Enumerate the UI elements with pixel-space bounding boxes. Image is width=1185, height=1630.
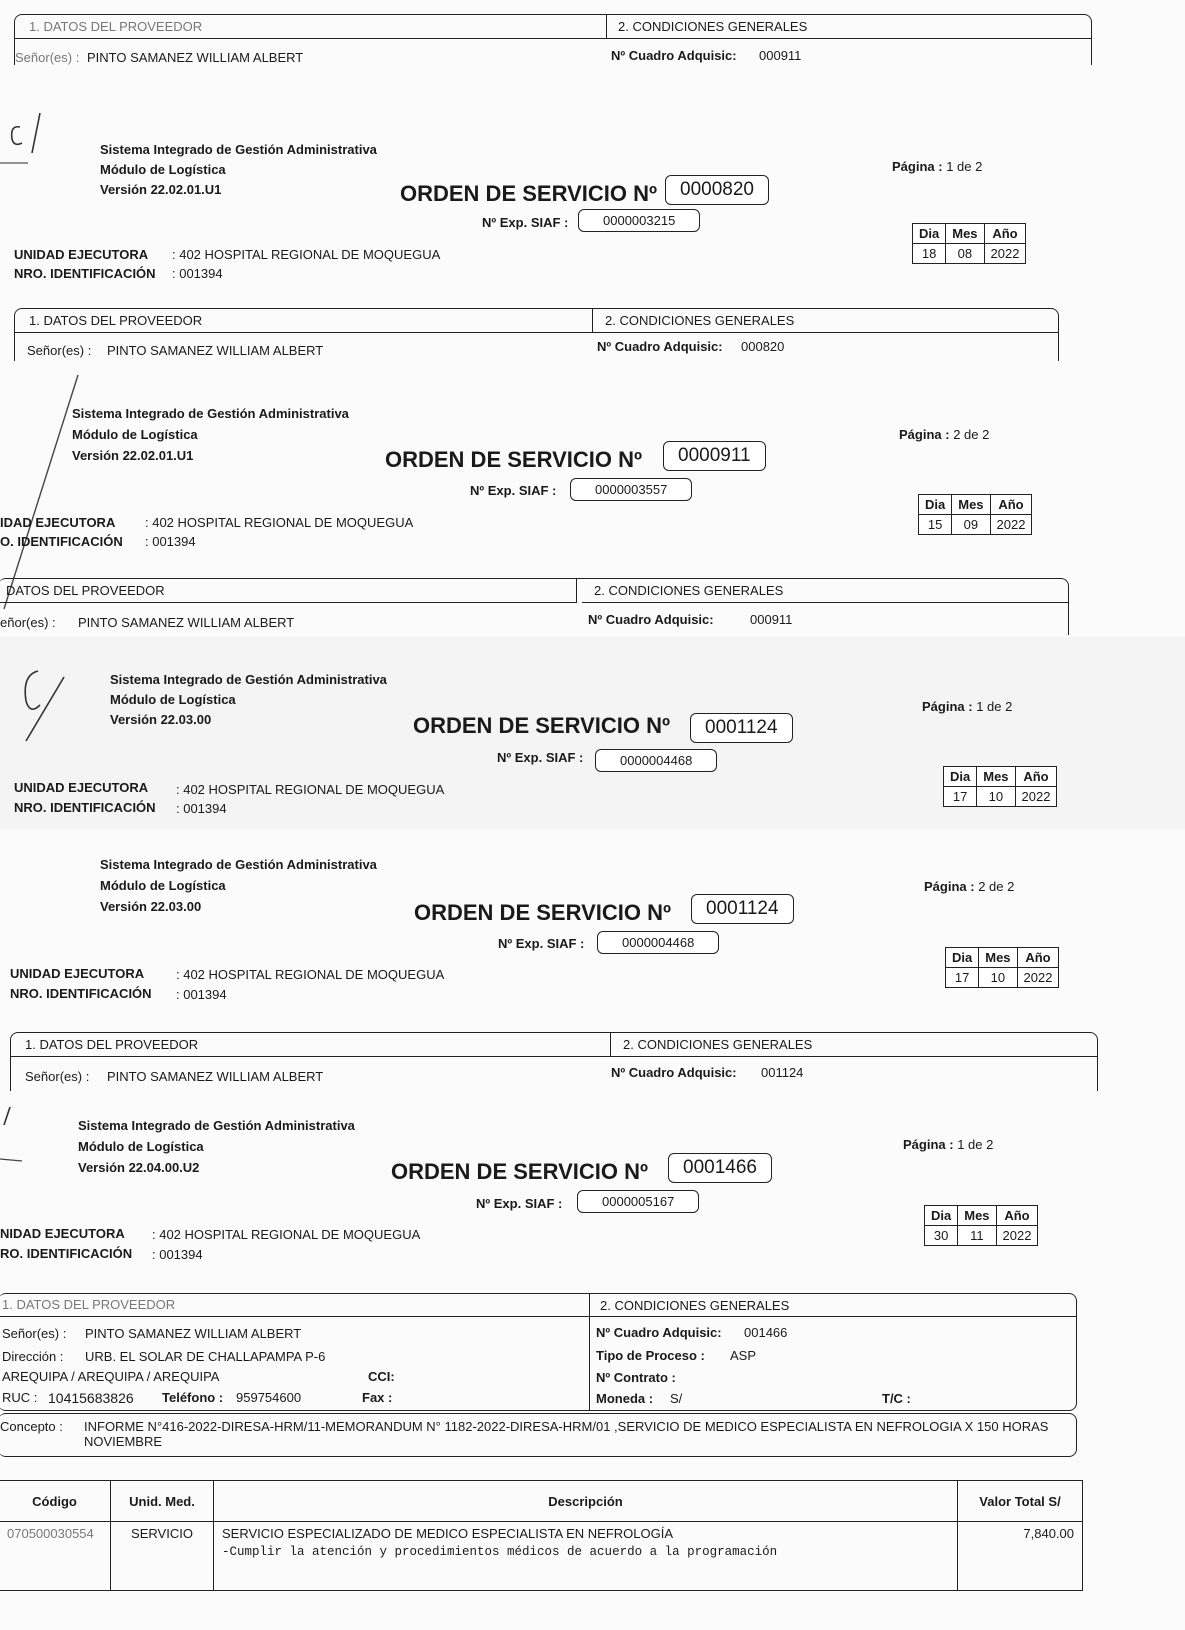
concepto-value: INFORME N°416-2022-DIRESA-HRM/11-MEMORANDUM N° 1182-2022-DIRESA-HRM/01 ,SERVICIO DE MEDICO ESPECIALISTA EN NEFROLOGIA X 150 HORAS NOVIEMBRE: [84, 1419, 1049, 1449]
senor-label: Señor(es) :: [2, 1326, 67, 1341]
nro-value: : 001394: [152, 1247, 203, 1262]
order-title: ORDEN DE SERVICIO Nº: [414, 900, 672, 925]
nro-label: NRO. IDENTIFICACIÓN: [14, 266, 156, 281]
date-header-year: Año: [1017, 948, 1059, 968]
siaf-value: 0000004468: [595, 749, 717, 772]
cuadro-value: 000911: [750, 612, 793, 627]
conditions-section-label: 2. CONDICIONES GENERALES: [593, 309, 1058, 333]
cuadro-value: 000911: [759, 48, 802, 63]
date-header-day: Dia: [946, 948, 979, 968]
cuadro-label: Nº Cuadro Adquisic:: [611, 48, 737, 63]
moneda-value: S/: [670, 1391, 683, 1406]
system-name: Sistema Integrado de Gestión Administrativa: [100, 142, 377, 157]
items-table: [0, 1480, 1083, 1591]
siaf-label: Nº Exp. SIAF :: [470, 483, 557, 498]
tipo-label: Tipo de Proceso :: [596, 1348, 705, 1363]
date-table: [912, 223, 1026, 264]
page-indicator: [892, 159, 982, 174]
siaf-value: 0000003557: [570, 478, 692, 501]
page-value: 1 de 2: [957, 1137, 994, 1152]
conditions-section-label: 2. CONDICIONES GENERALES: [606, 15, 1091, 39]
cuadro-label: Nº Cuadro Adquisic:: [611, 1065, 737, 1080]
order-number: 0001466: [668, 1153, 772, 1183]
siaf-label: Nº Exp. SIAF :: [498, 936, 585, 951]
date-month: 08: [946, 244, 984, 264]
module-name: Módulo de Logística: [78, 1139, 204, 1154]
date-day: 18: [913, 244, 946, 264]
direccion-value: URB. EL SOLAR DE CHALLAPAMPA P-6: [85, 1349, 326, 1364]
order-title: ORDEN DE SERVICIO Nº: [391, 1159, 649, 1184]
unidad-value: : 402 HOSPITAL REGIONAL DE MOQUEGUA: [145, 515, 414, 530]
segment-order-0001124-p2: [0, 830, 1185, 1093]
order-title: ORDEN DE SERVICIO Nº: [385, 447, 643, 472]
provider-section-label: DATOS DEL PROVEEDOR: [0, 579, 577, 603]
provider-box: [14, 308, 1059, 361]
page-label: Página :: [903, 1137, 954, 1152]
handwritten-mark: [18, 665, 78, 745]
description-main: SERVICIO ESPECIALIZADO DE MEDICO ESPECIALISTA EN NEFROLOGÍA: [222, 1526, 674, 1541]
col-valor: Valor Total S/: [958, 1481, 1083, 1522]
date-table: [945, 947, 1059, 988]
module-name: Módulo de Logística: [72, 427, 198, 442]
city-value: AREQUIPA / AREQUIPA / AREQUIPA: [2, 1369, 220, 1384]
cell-codigo: 070500030554: [0, 1522, 111, 1591]
system-name: Sistema Integrado de Gestión Administrativa: [78, 1118, 355, 1133]
version: Versión 22.03.00: [100, 899, 202, 914]
page-label: Página :: [924, 879, 975, 894]
segment-order-0001466: [0, 1093, 1185, 1630]
date-year: 2022: [996, 1226, 1038, 1246]
provider-box: [0, 578, 1069, 635]
concepto-box: [0, 1413, 1077, 1457]
unidad-label: UNIDAD EJECUTORA: [14, 780, 149, 795]
page-indicator: [924, 879, 1014, 894]
page-value: 2 de 2: [953, 427, 990, 442]
version: Versión 22.02.01.U1: [100, 182, 222, 197]
page-value: 2 de 2: [978, 879, 1015, 894]
conditions-section-label: 2. CONDICIONES GENERALES: [611, 1033, 1097, 1057]
date-year: 2022: [1017, 968, 1059, 988]
module-name: Módulo de Logística: [100, 878, 226, 893]
siaf-label: Nº Exp. SIAF :: [482, 215, 569, 230]
table-header-row: [0, 1481, 1083, 1522]
order-number: 0001124: [691, 894, 794, 924]
date-header-year: Año: [996, 1206, 1038, 1226]
table-row: [0, 1522, 1083, 1591]
unidad-value: : 402 HOSPITAL REGIONAL DE MOQUEGUA: [176, 782, 445, 797]
provider-section-label: 1. DATOS DEL PROVEEDOR: [15, 15, 607, 39]
date-table: [924, 1205, 1038, 1246]
nro-value: : 001394: [172, 266, 223, 281]
nro-value: : 001394: [145, 534, 196, 549]
order-number: 0000820: [665, 175, 769, 205]
fax-label: Fax :: [362, 1390, 393, 1405]
description-detail: -Cumplir la atención y procedimientos médicos de acuerdo a la programación: [222, 1545, 778, 1559]
segment-top-strip: [0, 0, 1185, 65]
unidad-value: : 402 HOSPITAL REGIONAL DE MOQUEGUA: [176, 967, 445, 982]
cuadro-value: 001466: [744, 1325, 788, 1340]
senor-label: Señor(es) :: [15, 50, 80, 65]
date-header-day: Dia: [944, 767, 977, 787]
version: Versión 22.03.00: [110, 712, 212, 727]
date-header-month: Mes: [958, 1206, 996, 1226]
siaf-value: 0000004468: [597, 931, 719, 954]
date-day: 30: [925, 1226, 958, 1246]
date-month: 11: [958, 1226, 996, 1246]
provider-section-label: 1. DATOS DEL PROVEEDOR: [2, 1297, 176, 1312]
senor-value: PINTO SAMANEZ WILLIAM ALBERT: [107, 343, 324, 358]
system-name: Sistema Integrado de Gestión Administrativa: [72, 406, 349, 421]
order-number: 0001124: [690, 713, 793, 743]
tipo-value: ASP: [730, 1348, 757, 1363]
page-label: Página :: [922, 699, 973, 714]
date-header-month: Mes: [952, 495, 990, 515]
version: Versión 22.02.01.U1: [72, 448, 194, 463]
senor-label: Señor(es) :: [25, 1069, 90, 1084]
page-indicator: [903, 1137, 993, 1152]
nro-value: : 001394: [176, 987, 227, 1002]
handwritten-mark: [0, 1103, 40, 1163]
page-label: Página :: [899, 427, 950, 442]
cuadro-value: 000820: [741, 339, 785, 354]
cuadro-label: Nº Cuadro Adquisic:: [597, 339, 723, 354]
direccion-label: Dirección :: [2, 1349, 64, 1364]
date-header-day: Dia: [913, 224, 946, 244]
provider-section-label: 1. DATOS DEL PROVEEDOR: [15, 309, 593, 333]
siaf-label: Nº Exp. SIAF :: [497, 750, 584, 765]
date-month: 09: [952, 515, 990, 535]
page-indicator: [899, 427, 989, 442]
handwritten-mark: [0, 373, 80, 613]
contrato-label: Nº Contrato :: [596, 1370, 676, 1385]
unidad-label: UNIDAD EJECUTORA: [14, 247, 149, 262]
nro-label: O. IDENTIFICACIÓN: [0, 534, 123, 549]
date-month: 10: [979, 968, 1017, 988]
page-value: 1 de 2: [976, 699, 1013, 714]
unidad-label: IDAD EJECUTORA: [0, 515, 116, 530]
siaf-value: 0000005167: [577, 1190, 699, 1213]
telefono-label: Teléfono :: [162, 1390, 224, 1405]
date-table: [943, 766, 1057, 807]
senor-value: PINTO SAMANEZ WILLIAM ALBERT: [85, 1326, 302, 1341]
date-year: 2022: [1015, 787, 1057, 807]
ruc-value: 10415683826: [48, 1390, 134, 1406]
header-divider: [0, 1316, 1076, 1317]
nro-value: : 001394: [176, 801, 227, 816]
date-header-day: Dia: [919, 495, 952, 515]
cell-unidad: SERVICIO: [111, 1522, 214, 1591]
nro-label: NRO. IDENTIFICACIÓN: [10, 986, 152, 1001]
date-header-year: Año: [984, 224, 1026, 244]
provider-box: [14, 14, 1092, 65]
date-day: 15: [919, 515, 952, 535]
cuadro-label: Nº Cuadro Adquisic:: [596, 1325, 722, 1340]
col-unidad: Unid. Med.: [111, 1481, 214, 1522]
date-header-month: Mes: [977, 767, 1015, 787]
siaf-label: Nº Exp. SIAF :: [476, 1196, 563, 1211]
date-header-day: Dia: [925, 1206, 958, 1226]
senor-label: eñor(es) :: [0, 615, 56, 630]
senor-value: PINTO SAMANEZ WILLIAM ALBERT: [87, 50, 304, 65]
provider-box: [10, 1032, 1098, 1091]
order-number: 0000911: [663, 441, 766, 471]
unidad-value: : 402 HOSPITAL REGIONAL DE MOQUEGUA: [152, 1227, 421, 1242]
version: Versión 22.04.00.U2: [78, 1160, 200, 1175]
page-value: 1 de 2: [946, 159, 983, 174]
senor-label: Señor(es) :: [27, 343, 92, 358]
tc-label: T/C :: [882, 1391, 911, 1406]
date-day: 17: [946, 968, 979, 988]
system-name: Sistema Integrado de Gestión Administrativa: [100, 857, 377, 872]
provider-section-label: 1. DATOS DEL PROVEEDOR: [11, 1033, 611, 1057]
senor-value: PINTO SAMANEZ WILLIAM ALBERT: [78, 615, 295, 630]
date-year: 2022: [984, 244, 1026, 264]
date-table: [918, 494, 1032, 535]
segment-order-0001124-p1: [0, 637, 1185, 830]
date-day: 17: [944, 787, 977, 807]
moneda-label: Moneda :: [596, 1391, 654, 1406]
senor-value: PINTO SAMANEZ WILLIAM ALBERT: [107, 1069, 324, 1084]
page-label: Página :: [892, 159, 943, 174]
date-header-year: Año: [1015, 767, 1057, 787]
col-codigo: Código: [0, 1481, 111, 1522]
date-header-month: Mes: [979, 948, 1017, 968]
page-indicator: [922, 699, 1012, 714]
date-header-year: Año: [990, 495, 1032, 515]
segment-order-0000820: [0, 95, 1185, 365]
date-header-month: Mes: [946, 224, 984, 244]
cell-valor: 7,840.00: [958, 1522, 1083, 1591]
module-name: Módulo de Logística: [100, 162, 226, 177]
provider-box: [0, 1293, 1077, 1411]
col-descripcion: Descripción: [214, 1481, 958, 1522]
segment-order-0000911: [0, 365, 1185, 637]
system-name: Sistema Integrado de Gestión Administrativa: [110, 672, 387, 687]
handwritten-mark: [0, 105, 60, 165]
concepto-label: Concepto :: [0, 1419, 63, 1434]
conditions-section-label: 2. CONDICIONES GENERALES: [582, 579, 1068, 603]
cell-descripcion: [214, 1522, 958, 1591]
cuadro-label: Nº Cuadro Adquisic:: [588, 612, 714, 627]
unidad-value: : 402 HOSPITAL REGIONAL DE MOQUEGUA: [172, 247, 441, 262]
telefono-value: 959754600: [236, 1390, 302, 1405]
siaf-value: 0000003215: [578, 209, 700, 232]
cuadro-value: 001124: [761, 1065, 804, 1080]
date-year: 2022: [990, 515, 1032, 535]
conditions-section-label: 2. CONDICIONES GENERALES: [600, 1298, 790, 1313]
unidad-label: UNIDAD EJECUTORA: [10, 966, 145, 981]
nro-label: RO. IDENTIFICACIÓN: [0, 1246, 133, 1261]
ruc-label: RUC :: [2, 1390, 38, 1405]
nro-label: NRO. IDENTIFICACIÓN: [14, 800, 156, 815]
order-title: ORDEN DE SERVICIO Nº: [413, 713, 671, 738]
unidad-label: NIDAD EJECUTORA: [0, 1226, 125, 1241]
module-name: Módulo de Logística: [110, 692, 236, 707]
order-title: ORDEN DE SERVICIO Nº: [400, 181, 658, 206]
cci-label: CCI:: [368, 1369, 395, 1384]
date-month: 10: [977, 787, 1015, 807]
